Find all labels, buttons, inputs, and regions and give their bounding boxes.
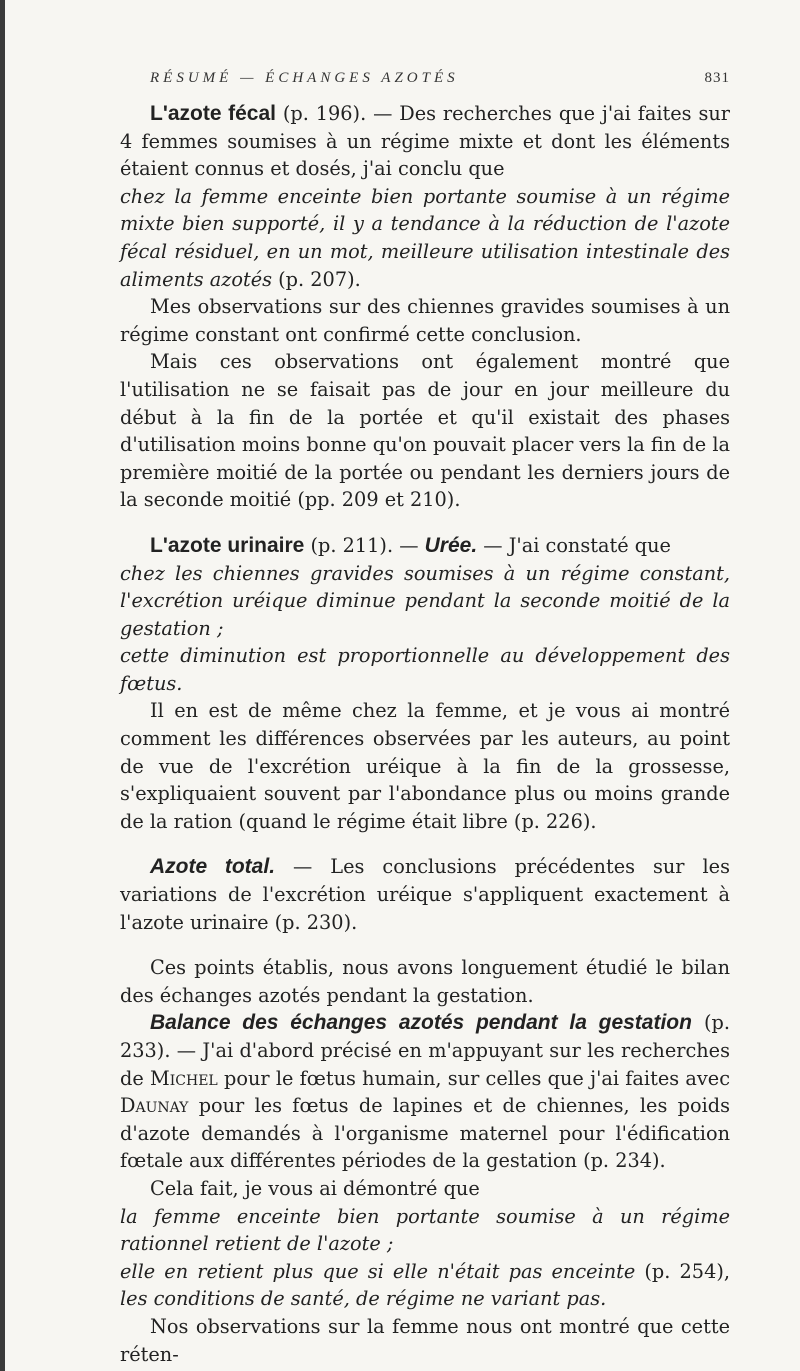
author-daunay: Daunay [120, 1094, 189, 1118]
paragraph-retention-1 [120, 1203, 730, 1258]
paragraph-femme-uree: Il en est de même chez la femme, et je vous ai montré comment les différences observées par les auteurs, au point de vue de l'excrétion uréique à la fin de la grossesse, s'expliquaient souvent par l'abondance plus ou moins grande de la ration (quand le régime était libre (p. 226). [120, 699, 730, 833]
paragraph-urinaire-conclusion-2 [120, 642, 730, 697]
fecal-conclusion: chez la femme enceinte bien portante soumise à un régime mixte bien supporté, il y a tendance à la réduction de l'azote fécal résiduel, en un mot, meilleure utilisation intestinale des aliments azotés [120, 184, 730, 291]
paragraph-retention-2 [120, 1258, 730, 1313]
paragraph-azote-total [120, 853, 730, 936]
running-title: RÉSUMÉ — ÉCHANGES AZOTÉS [150, 70, 459, 86]
urinaire-ref: (p. 211). — [304, 533, 425, 557]
fecal-ref: (p. 196). — Des recherches que j'ai faites sur 4 femmes soumises à un régime mixte et dont les éléments étaient connus et dosés, j'ai conclu que [120, 102, 730, 181]
retention-conclusion-2a: elle en retient plus que si elle n'était pas enceinte [120, 1259, 636, 1283]
fecal-conclusion-ref: (p. 207). [272, 267, 361, 291]
paragraph-fecal [120, 100, 730, 183]
heading-azote-total: Azote total. [150, 855, 276, 879]
urinaire-conclusion-2: cette diminution est proportionnelle au développement des fœtus. [120, 644, 730, 695]
author-michel: Michel [150, 1066, 218, 1090]
azote-total-text: — Les conclusions précédentes sur les variations de l'excrétion uréique s'appliquent exactement à l'azote urinaire (p. 230). [120, 855, 730, 934]
urinaire-intro: — J'ai constaté que [477, 533, 671, 557]
paragraph-utilisation: Mais ces observations ont également montré que l'utilisation ne se faisait pas de jour en jour meilleure du début à la fin de la portée et qu'il existait des phases d'utilisation moins bonne qu'on pouvait placer vers la fin de la première moitié de la portée ou pendant les derniers jours de la seconde moitié (pp. 209 et 210). [120, 350, 730, 512]
retention-ref: (p. 254), [635, 1259, 730, 1283]
page-edge [0, 0, 5, 1371]
paragraph-chiennes: Mes observations sur des chiennes gravides soumises à un régime constant ont confirmé cette conclusion. [120, 295, 730, 346]
subheading-uree: Urée. [424, 533, 478, 557]
urinaire-conclusion-1: chez les chiennes gravides soumises à un régime constant, l'excrétion uréique diminue pendant la seconde moitié de la gestation ; [120, 561, 730, 640]
heading-azote-fecal: L'azote fécal [150, 102, 276, 125]
paragraph-last: Nos observations sur la femme nous ont montré que cette réten- [120, 1314, 730, 1366]
paragraph-balance [120, 1009, 730, 1175]
paragraph-urinaire [120, 532, 730, 560]
retention-conclusion-1: la femme enceinte bien portante soumise à un régime rationnel retient de l'azote ; [120, 1204, 730, 1256]
paragraph-urinaire-conclusion [120, 560, 730, 643]
balance-text-b: pour le fœtus humain, sur celles que j'ai faites avec [217, 1066, 730, 1090]
heading-azote-urinaire: L'azote urinaire [150, 533, 305, 557]
balance-text-a: (p. 233). — J'ai d'abord précisé en m'appuyant sur les recherches de [120, 1011, 731, 1090]
retention-conclusion-2b: les conditions de santé, de régime ne variant pas. [120, 1287, 607, 1311]
page-body [120, 100, 730, 1368]
paragraph-demontre: Cela fait, je vous ai démontré que [150, 1176, 480, 1200]
heading-balance: Balance des échanges azotés pendant la gestation [150, 1011, 692, 1035]
balance-text-c: pour les fœtus de lapines et de chiennes, les poids d'azote demandés à l'organisme maternel pour l'édification fœtale aux différentes périodes de la gestation (p. 234). [120, 1094, 730, 1173]
paragraph-bilan: Ces points établis, nous avons longuement étudié le bilan des échanges azotés pendant la gestation. [120, 956, 730, 1007]
page-number: 831 [704, 70, 730, 86]
paragraph-fecal-conclusion [120, 183, 730, 293]
